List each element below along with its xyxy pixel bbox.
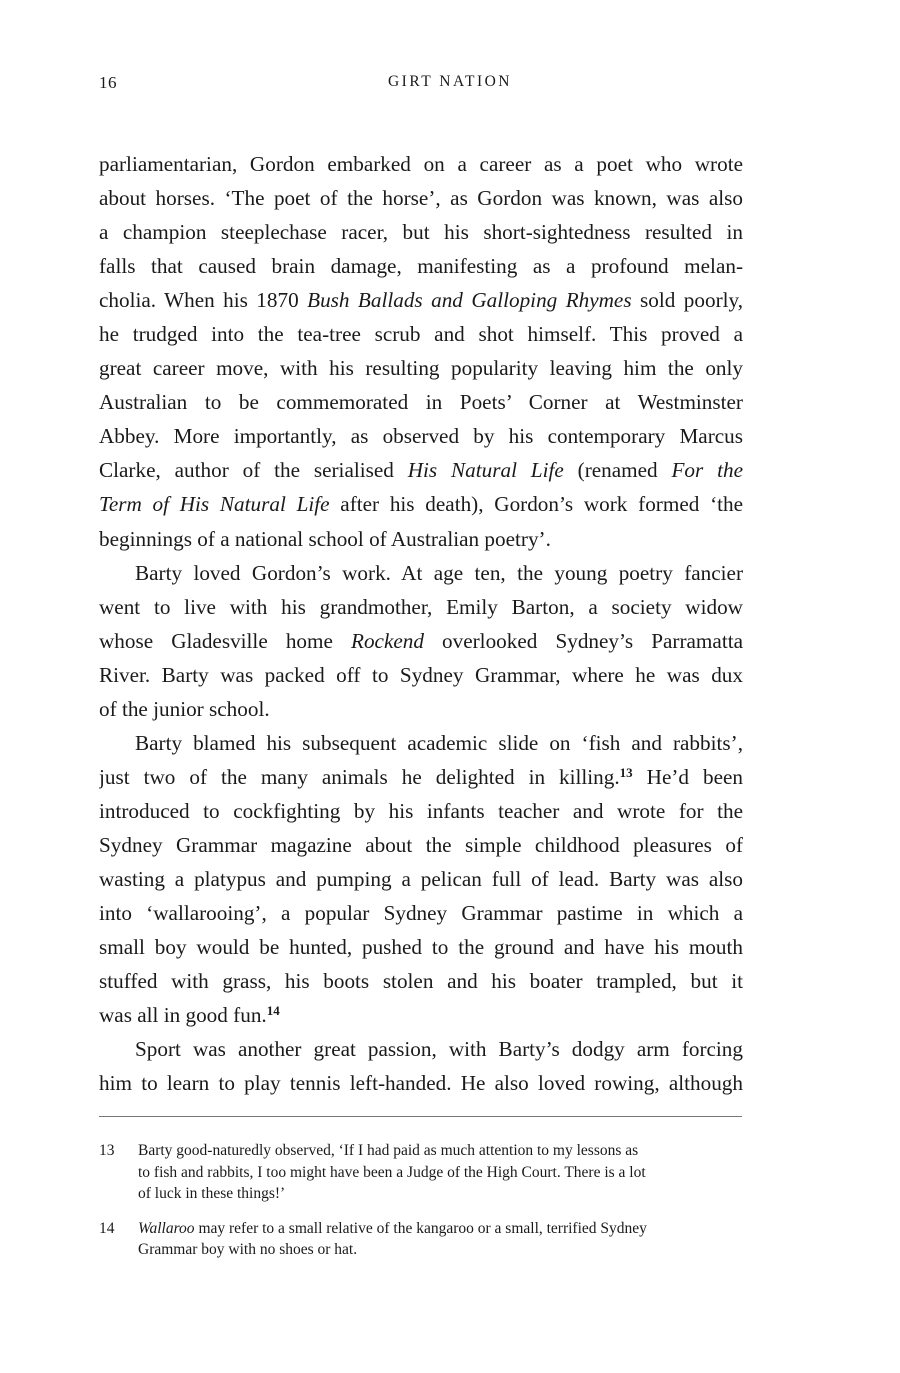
text-run: Clarke, author of the serialised [99, 458, 408, 483]
text-line [99, 1032, 743, 1066]
italic-text: Wallaroo [138, 1219, 195, 1237]
text-line [99, 487, 743, 521]
text-run: Barty good-naturedly observed, ‘If I had paid as much attention to my lessons as [138, 1142, 639, 1159]
text-line [99, 283, 743, 317]
text-line [99, 998, 743, 1032]
footnote [99, 1218, 742, 1261]
page-number: 16 [99, 73, 117, 92]
footnote-rule [99, 1116, 742, 1117]
text-line [99, 964, 743, 998]
text-run: cholia. When his 1870 [99, 288, 308, 313]
footnote-line [138, 1239, 742, 1261]
running-head: GIRT NATION [387, 73, 512, 90]
text-line [99, 828, 743, 862]
footnote-line [138, 1140, 742, 1162]
footnote [99, 1140, 742, 1205]
text-run: beginnings of a national school of Australian poetry’. [99, 526, 551, 551]
text-run: Abbey. More importantly, as observed by his contemporary Marcus [99, 424, 743, 449]
text-run: introduced to cockfighting by his infants teacher and wrote for the [99, 798, 743, 823]
text-line [99, 215, 743, 249]
text-line [99, 317, 743, 351]
body-text [99, 147, 743, 1100]
text-run: sold poorly, [631, 288, 743, 313]
text-run: Sydney Grammar magazine about the simple childhood pleasures of [99, 832, 743, 857]
text-run: stuffed with grass, his boots stolen and his boater trampled, but it [99, 969, 743, 994]
text-run: of luck in these things!’ [138, 1185, 286, 1202]
text-run: Barty loved Gordon’s work. At age ten, the young poetry fancier [135, 560, 743, 585]
text-run: may refer to a small relative of the kangaroo or a small, terrified Sydney [194, 1219, 647, 1237]
text-run: He’d been [632, 764, 743, 789]
text-run: (renamed [563, 458, 672, 483]
text-line [99, 658, 743, 692]
text-run: Grammar boy with no shoes or hat. [138, 1241, 358, 1258]
text-line [99, 896, 743, 930]
text-run: Sport was another great passion, with Barty’s dodgy arm forcing [135, 1037, 743, 1062]
text-line [99, 453, 743, 487]
footnote-line [138, 1162, 742, 1184]
text-line [99, 351, 743, 385]
text-run: a champion steeplechase racer, but his short-sightedness resulted in [99, 220, 743, 245]
text-run: he trudged into the tea-tree scrub and shot himself. This proved a [99, 322, 743, 347]
italic-text: Bush Ballads and Galloping Rhymes [307, 288, 632, 313]
text-run: went to live with his grandmother, Emily Barton, a society widow [99, 594, 743, 619]
text-run: River. Barty was packed off to Sydney Grammar, where he was dux [99, 662, 743, 687]
text-line [99, 147, 743, 181]
text-run: parliamentarian, Gordon embarked on a career as a poet who wrote [99, 152, 743, 176]
text-run: to fish and rabbits, I too might have been a Judge of the High Court. There is a lot [138, 1163, 646, 1181]
footnote-ref: 13 [619, 764, 633, 780]
text-line [99, 590, 743, 624]
footnote-ref: 14 [266, 1003, 280, 1019]
text-line [99, 726, 743, 760]
text-line [99, 249, 743, 283]
text-run: Barty blamed his subsequent academic slide on ‘fish and rabbits’, [135, 730, 743, 755]
italic-text: Term of His Natural Life [99, 492, 330, 517]
text-run: overlooked Sydney’s Parramatta [423, 628, 743, 653]
text-run: him to learn to play tennis left-handed. He also loved rowing, although [99, 1071, 743, 1096]
text-line [99, 385, 743, 419]
text-run: whose Gladesville home [99, 628, 351, 653]
text-line [99, 692, 743, 726]
footnote-line [138, 1183, 742, 1205]
text-run: into ‘wallarooing’, a popular Sydney Grammar pastime in which a [99, 901, 743, 926]
text-line [99, 794, 743, 828]
text-run: wasting a platypus and pumping a pelican full of lead. Barty was also [99, 866, 743, 891]
text-line [99, 419, 743, 453]
footnote-line [138, 1218, 742, 1240]
text-run: falls that caused brain damage, manifesting as a profound melan- [99, 254, 743, 279]
text-line [99, 862, 743, 896]
text-run: of the junior school. [99, 696, 270, 721]
text-line [99, 556, 743, 590]
text-line [99, 1066, 743, 1100]
text-run: just two of the many animals he delighted in killing. [99, 764, 620, 789]
text-run: Australian to be commemorated in Poets’ Corner at Westminster [99, 390, 743, 415]
italic-text: For the [671, 458, 743, 483]
italic-text: His Natural Life [407, 458, 564, 483]
text-line [99, 522, 743, 556]
footnotes [99, 1140, 742, 1274]
text-line [99, 181, 743, 215]
text-run: great career move, with his resulting popularity leaving him the only [99, 356, 743, 381]
footnote-number: 14 [99, 1219, 115, 1237]
text-run: small boy would be hunted, pushed to the ground and have his mouth [99, 935, 743, 960]
text-line [99, 760, 743, 794]
text-line [99, 930, 743, 964]
text-run: about horses. ‘The poet of the horse’, as Gordon was known, was also [99, 186, 743, 211]
italic-text: Rockend [351, 628, 424, 653]
footnote-number: 13 [99, 1142, 115, 1159]
text-run: was all in good fun. [99, 1003, 267, 1028]
text-line [99, 624, 743, 658]
text-run: after his death), Gordon’s work formed ‘the [329, 492, 743, 517]
